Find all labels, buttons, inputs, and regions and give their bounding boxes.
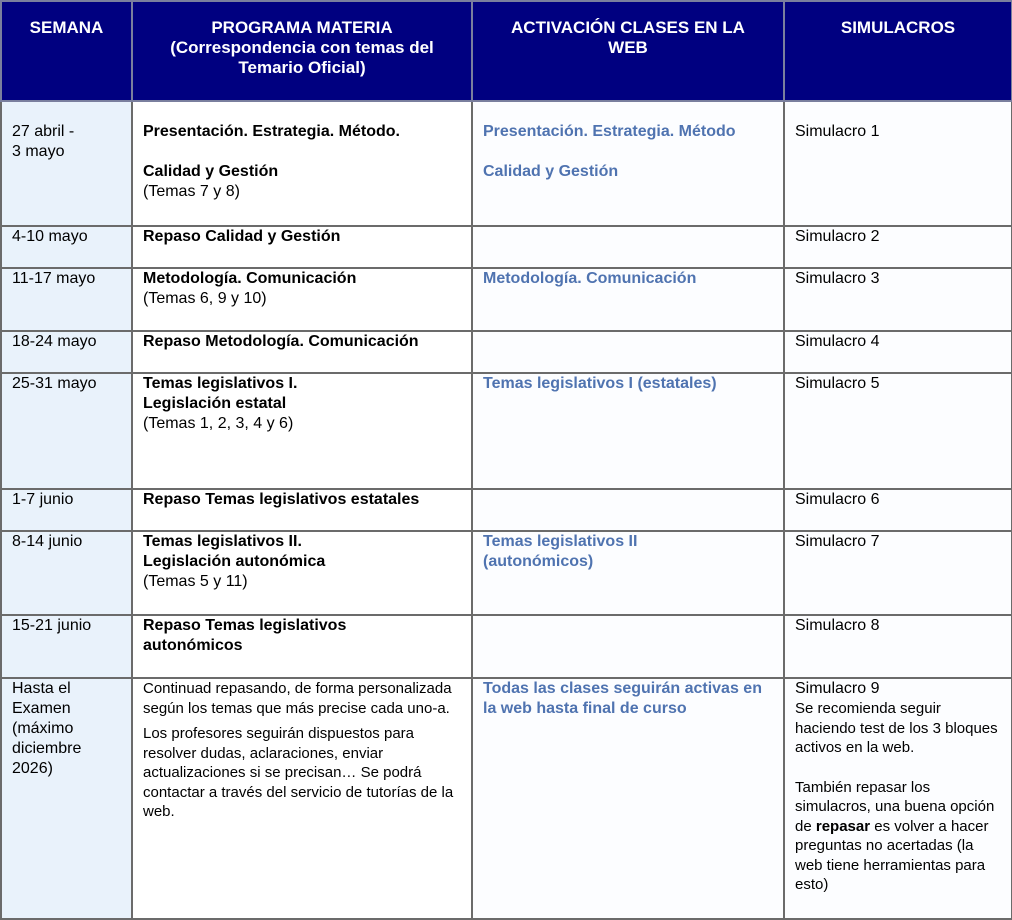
header-sims-label: SIMULACROS <box>840 18 956 37</box>
web-class-link: Temas legislativos I (estatales) <box>483 375 717 392</box>
web-cell <box>472 489 784 531</box>
web-class-link: Calidad y Gestión <box>483 163 619 180</box>
web-cell <box>472 331 784 373</box>
web-class-link: Presentación. Estrategia. Método <box>483 123 736 140</box>
program-title: Temas legislativos I. <box>143 375 298 392</box>
sim-label: Simulacro 7 <box>795 533 880 550</box>
header-program <box>132 1 472 101</box>
header-program-sub1: (Correspondencia con temas del <box>170 38 434 57</box>
program-cell <box>132 678 472 919</box>
week-text: 11-17 mayo <box>12 270 96 287</box>
week-text: 1-7 junio <box>12 491 74 508</box>
week-cell <box>1 531 132 615</box>
table-row <box>1 678 1012 919</box>
week-text: Examen <box>12 700 71 717</box>
header-web-line1: ACTIVACIÓN CLASES EN LA <box>511 18 745 37</box>
table-row <box>1 615 1012 678</box>
sim-note-text: es volver a hacer preguntas no acertadas (la web tiene herramientas para esto) <box>795 817 989 893</box>
sim-cell <box>784 331 1012 373</box>
week-text: (máximo <box>12 720 74 737</box>
web-cell <box>472 678 784 919</box>
web-cell <box>472 268 784 331</box>
week-text: 3 mayo <box>12 143 65 160</box>
week-cell <box>1 615 132 678</box>
program-title: Repaso Temas legislativos <box>143 617 347 634</box>
program-title: Repaso Metodología. Comunicación <box>143 333 419 350</box>
program-cell <box>132 331 472 373</box>
web-cell <box>472 226 784 268</box>
week-cell <box>1 101 132 226</box>
header-program-sub2: Temario Oficial) <box>238 58 366 77</box>
program-note: (Temas 5 y 11) <box>143 573 248 590</box>
program-paragraph: Continuad repasando, de forma personalizada según los temas que más precise cada uno-a. <box>143 680 452 717</box>
header-sims <box>784 1 1012 101</box>
program-title: Calidad y Gestión <box>143 163 279 180</box>
program-cell <box>132 268 472 331</box>
table-row <box>1 531 1012 615</box>
week-cell <box>1 678 132 919</box>
program-cell <box>132 101 472 226</box>
sim-note-text: También repasar los simulacros, una buena opción de <box>795 778 995 835</box>
sim-cell <box>784 373 1012 489</box>
sim-label: Simulacro 4 <box>795 333 880 350</box>
program-title: Legislación estatal <box>143 395 287 412</box>
header-row <box>1 1 1012 101</box>
sim-cell <box>784 489 1012 531</box>
sim-note: Se recomienda seguir haciendo test de los 3 bloques activos en la web. <box>795 700 998 756</box>
program-title: Temas legislativos II. <box>143 533 302 550</box>
web-cell <box>472 101 784 226</box>
week-text: Hasta el <box>12 680 71 697</box>
table-row <box>1 268 1012 331</box>
sim-note <box>795 778 1005 895</box>
week-text: 4-10 mayo <box>12 228 88 245</box>
header-web-line2: WEB <box>608 38 648 57</box>
table-row <box>1 101 1012 226</box>
program-title: Repaso Temas legislativos estatales <box>143 491 420 508</box>
program-cell <box>132 373 472 489</box>
week-cell <box>1 489 132 531</box>
sim-label: Simulacro 8 <box>795 617 880 634</box>
program-title: autonómicos <box>143 637 243 654</box>
web-cell <box>472 615 784 678</box>
sim-label: Simulacro 6 <box>795 491 880 508</box>
header-program-title: PROGRAMA MATERIA <box>211 18 393 37</box>
program-note: (Temas 1, 2, 3, 4 y 6) <box>143 415 294 432</box>
table-row <box>1 331 1012 373</box>
header-week-label: SEMANA <box>29 18 104 37</box>
program-cell <box>132 615 472 678</box>
program-cell <box>132 489 472 531</box>
sim-cell <box>784 531 1012 615</box>
table-row <box>1 226 1012 268</box>
program-note: (Temas 7 y 8) <box>143 183 240 200</box>
sim-cell <box>784 226 1012 268</box>
week-text: 8-14 junio <box>12 533 83 550</box>
web-class-link: Todas las clases seguirán activas en la web hasta final de curso <box>483 680 762 717</box>
program-cell <box>132 226 472 268</box>
program-paragraph: Los profesores seguirán dispuestos para resolver dudas, aclaraciones, enviar actualizaciones si se precisan… Se podrá contactar a través del servicio de tutorías de la web. <box>143 725 454 820</box>
sim-label: Simulacro 1 <box>795 123 880 140</box>
week-text: 18-24 mayo <box>12 333 97 350</box>
web-class-link: Metodología. Comunicación <box>483 270 697 287</box>
program-note: (Temas 6, 9 y 10) <box>143 290 267 307</box>
week-text: 25-31 mayo <box>12 375 97 392</box>
week-text: 2026) <box>12 760 53 777</box>
sim-cell <box>784 678 1012 919</box>
week-text: diciembre <box>12 740 82 757</box>
sim-cell <box>784 615 1012 678</box>
week-text: 15-21 junio <box>12 617 92 634</box>
sim-cell <box>784 101 1012 226</box>
sim-cell <box>784 268 1012 331</box>
program-cell <box>132 531 472 615</box>
week-cell <box>1 268 132 331</box>
header-web <box>472 1 784 101</box>
week-cell <box>1 373 132 489</box>
program-title: Repaso Calidad y Gestión <box>143 228 341 245</box>
sim-note-emphasis: repasar <box>815 817 871 835</box>
sim-label: Simulacro 2 <box>795 228 880 245</box>
web-class-link: (autonómicos) <box>483 553 594 570</box>
program-title: Metodología. Comunicación <box>143 270 357 287</box>
header-week <box>1 1 132 101</box>
table-row <box>1 373 1012 489</box>
week-cell <box>1 331 132 373</box>
sim-label: Simulacro 3 <box>795 270 880 287</box>
web-cell <box>472 373 784 489</box>
web-cell <box>472 531 784 615</box>
table-row <box>1 489 1012 531</box>
week-text: 27 abril - <box>12 123 75 140</box>
program-title: Legislación autonómica <box>143 553 326 570</box>
program-title: Presentación. Estrategia. Método. <box>143 123 400 140</box>
sim-label: Simulacro 5 <box>795 375 880 392</box>
web-class-link: Temas legislativos II <box>483 533 638 550</box>
sim-label: Simulacro 9 <box>795 680 880 697</box>
week-cell <box>1 226 132 268</box>
